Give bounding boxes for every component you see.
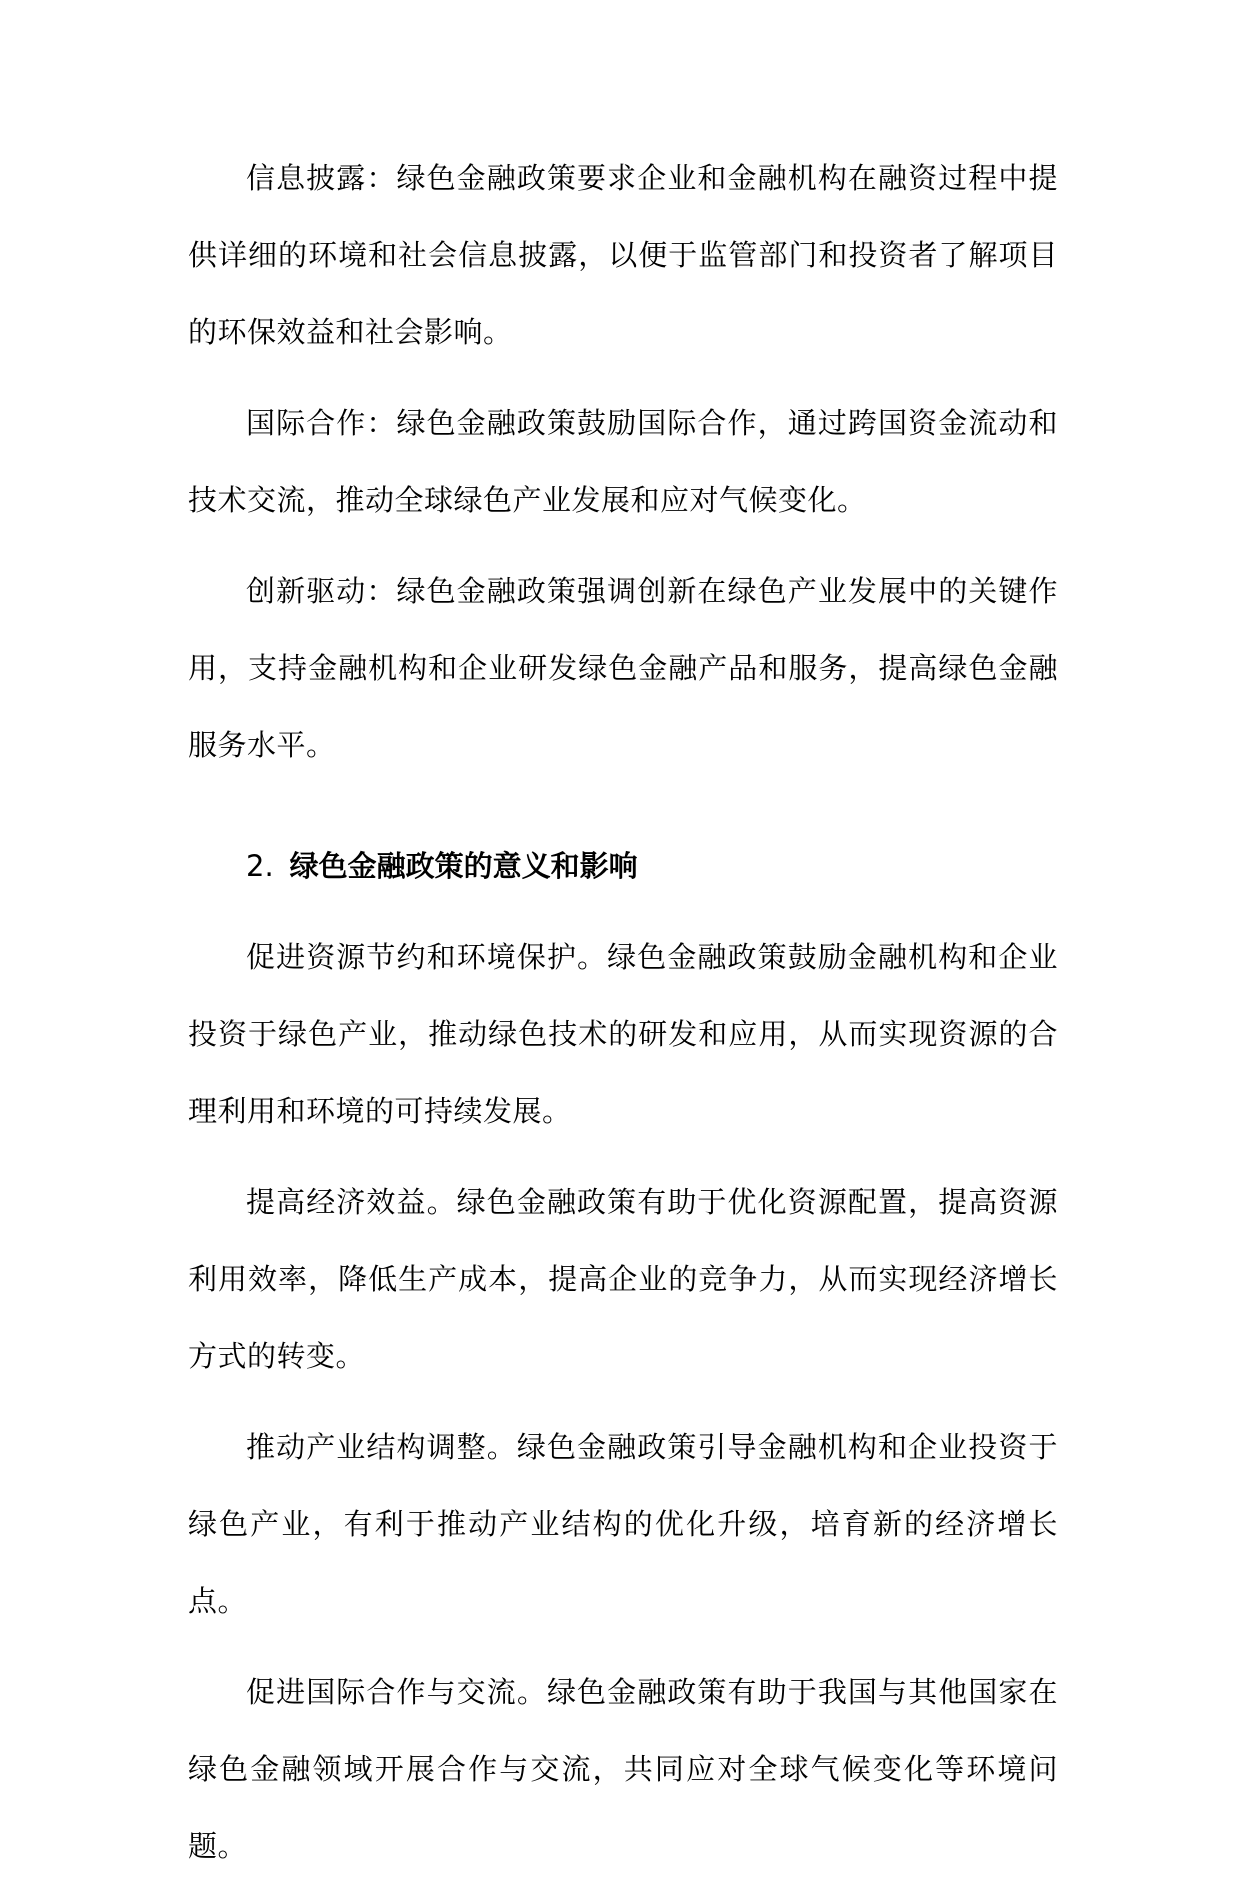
section-title: 绿色金融政策的意义和影响 (289, 849, 638, 883)
paragraph-international-cooperation: 国际合作：绿色金融政策鼓励国际合作，通过跨国资金流动和技术交流，推动全球绿色产业发展和应对气候变化。 (188, 406, 1058, 517)
paragraph-innovation-driven: 创新驱动：绿色金融政策强调创新在绿色产业发展中的关键作用，支持金融机构和企业研发绿色金融产品和服务，提高绿色金融服务水平。 (188, 574, 1058, 762)
paragraph-international-exchange: 促进国际合作与交流。绿色金融政策有助于我国与其他国家在绿色金融领域开展合作与交流，共同应对全球气候变化等环境问题。 (188, 1675, 1058, 1863)
paragraph-industrial-structure: 推动产业结构调整。绿色金融政策引导金融机构和企业投资于绿色产业，有利于推动产业结构的优化升级，培育新的经济增长点。 (188, 1430, 1058, 1618)
paragraph-resource-saving: 促进资源节约和环境保护。绿色金融政策鼓励金融机构和企业投资于绿色产业，推动绿色技术的研发和应用，从而实现资源的合理利用和环境的可持续发展。 (188, 940, 1058, 1128)
section-heading (188, 828, 1058, 905)
document-body (188, 140, 1058, 1899)
paragraph-information-disclosure: 信息披露：绿色金融政策要求企业和金融机构在融资过程中提供详细的环境和社会信息披露，以便于监管部门和投资者了解项目的环保效益和社会影响。 (188, 161, 1058, 349)
paragraph-economic-benefit: 提高经济效益。绿色金融政策有助于优化资源配置，提高资源利用效率，降低生产成本，提高企业的竞争力，从而实现经济增长方式的转变。 (188, 1185, 1058, 1373)
section-number: 2. (246, 849, 274, 883)
